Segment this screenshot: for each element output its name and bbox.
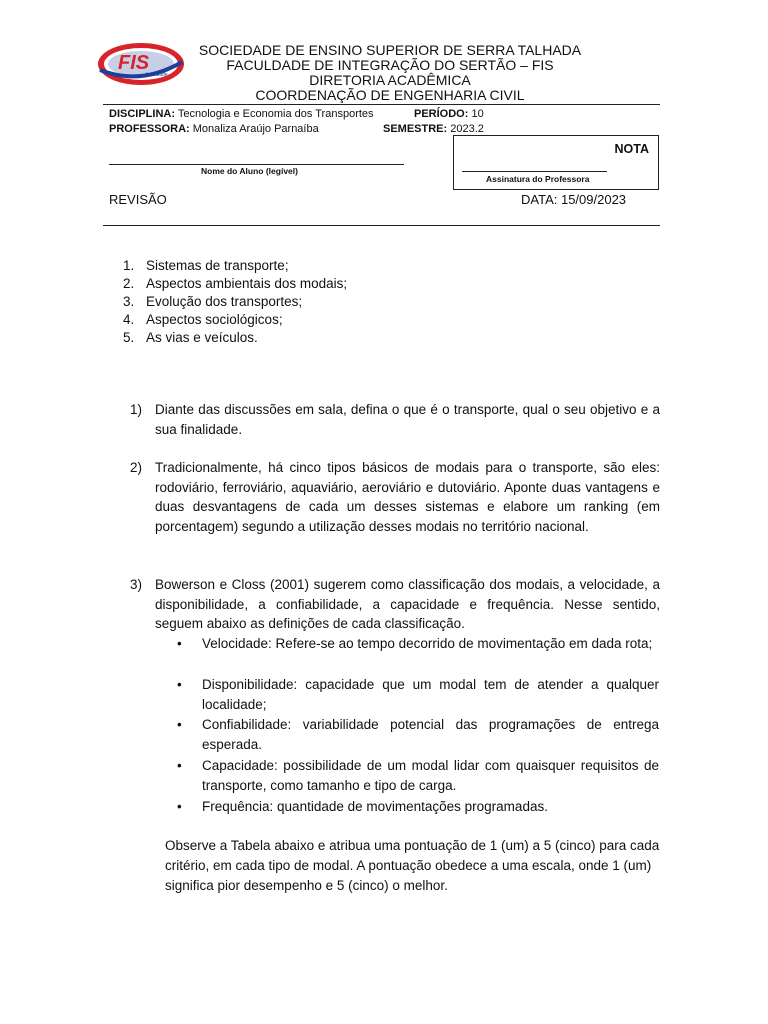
disciplina-label: DISCIPLINA: bbox=[109, 108, 175, 120]
question-2 bbox=[130, 458, 660, 536]
signature-line bbox=[462, 171, 607, 172]
institution-line-2: FACULDADE DE INTEGRAÇÃO DO SERTÃO – FIS bbox=[226, 57, 554, 73]
topic-list bbox=[123, 257, 347, 347]
bullet-icon: • bbox=[177, 717, 182, 732]
question-number: 3) bbox=[130, 577, 143, 592]
bullet-icon: • bbox=[177, 799, 182, 814]
document-date: DATA: 15/09/2023 bbox=[521, 192, 627, 207]
semestre-row bbox=[383, 123, 484, 135]
institution-line-1: SOCIEDADE DE ENSINO SUPERIOR DE SERRA TALHADA bbox=[198, 42, 582, 58]
list-item: 5. As vias e veículos. bbox=[123, 330, 258, 345]
list-item: 3. Evolução dos transportes; bbox=[123, 294, 303, 309]
semestre-label: SEMESTRE: bbox=[383, 123, 448, 135]
periodo-value: 10 bbox=[471, 108, 484, 120]
grade-box[interactable] bbox=[453, 135, 659, 190]
signature-caption: Assinatura do Professora bbox=[486, 174, 590, 184]
professora-row bbox=[109, 123, 319, 135]
bullet-item: • Confiabilidade: variabilidade potencial das programações de entrega esperada. bbox=[177, 717, 659, 752]
question-number: 2) bbox=[130, 460, 143, 475]
document-type: REVISÃO bbox=[109, 192, 167, 207]
bullet-item: • Capacidade: possibilidade de um modal lidar com quaisquer requisitos de transporte, como tamanho e tipo de carga. bbox=[177, 758, 659, 793]
list-item: 2. Aspectos ambientais dos modais; bbox=[123, 276, 348, 291]
question-text: Diante das discussões em sala, defina o que é o transporte, qual o seu objetivo e a sua finalidade. bbox=[155, 402, 660, 437]
bullet-icon: • bbox=[177, 636, 182, 651]
professora-label: PROFESSORA: bbox=[109, 123, 190, 135]
professora-value: Monaliza Araújo Parnaíba bbox=[192, 123, 319, 135]
section-divider bbox=[103, 225, 660, 226]
disciplina-row bbox=[109, 108, 374, 120]
bullet-icon: • bbox=[177, 677, 182, 692]
list-item: 4. Aspectos sociológicos; bbox=[123, 312, 283, 327]
bullet-item: • Disponibilidade: capacidade que um modal tem de atender a qualquer localidade; bbox=[177, 677, 659, 712]
institution-line-4: COORDENAÇÃO DE ENGENHARIA CIVIL bbox=[255, 87, 525, 103]
institution-line-3: DIRETORIA ACADÊMICA bbox=[309, 72, 471, 88]
question-text: Bowerson e Closs (2001) sugerem como classificação dos modais, a velocidade, a disponibilidade, a confiabilidade, a capacidade e frequência. Nesse sentido, seguem abaixo as definições de cada classificação. bbox=[155, 577, 660, 631]
periodo-row bbox=[414, 108, 484, 120]
logo-subtext: faculdade bbox=[146, 72, 168, 78]
semestre-value: 2023.2 bbox=[450, 123, 484, 135]
header-divider bbox=[103, 104, 660, 105]
student-name-field[interactable] bbox=[109, 164, 404, 165]
list-item: 1. Sistemas de transporte; bbox=[123, 258, 289, 273]
student-name-caption: Nome do Aluno (legível) bbox=[201, 166, 298, 176]
question-3 bbox=[130, 575, 660, 634]
bullet-icon: • bbox=[177, 758, 182, 773]
question-text: Tradicionalmente, há cinco tipos básicos de modais para o transporte, são eles: rodoviário, ferroviário, aquaviário, aeroviário e dutoviário. Aponte duas vantagens e duas desvantagens de cada um desses sistemas e elabore um ranking (em porcentagem) segundo a utilização desses modais no território nacional. bbox=[155, 460, 660, 534]
logo-text: FIS bbox=[118, 52, 150, 74]
question-1 bbox=[130, 400, 660, 439]
bullet-item: • Frequência: quantidade de movimentações programadas. bbox=[177, 797, 659, 817]
periodo-label: PERÍODO: bbox=[414, 108, 469, 120]
observation-paragraph: Observe a Tabela abaixo e atribua uma pontuação de 1 (um) a 5 (cinco) para cada critério, em cada tipo de modal. A pontuação obedece a uma escala, onde 1 (um) significa pior desempenho e 5 (cinco) o melhor. bbox=[165, 838, 660, 893]
grade-label: NOTA bbox=[614, 142, 649, 156]
disciplina-value: Tecnologia e Economia dos Transportes bbox=[177, 108, 374, 120]
bullet-item: • Velocidade: Refere-se ao tempo decorrido de movimentação em dada rota; bbox=[177, 634, 659, 654]
question-number: 1) bbox=[130, 402, 143, 417]
